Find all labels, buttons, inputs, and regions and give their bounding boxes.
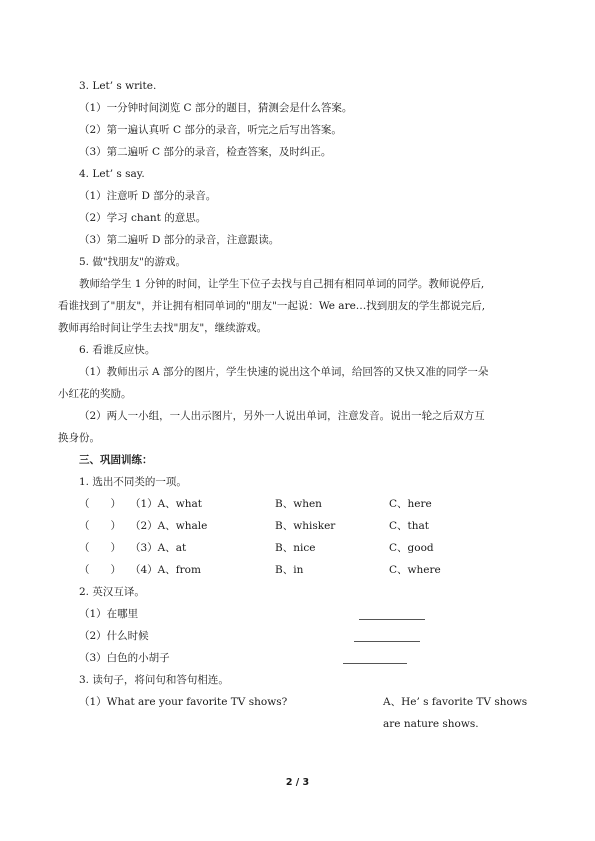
step4-item-3: （3）第二遍听 D 部分的录音，注意跟读。 [79, 234, 280, 246]
step6-item-2-line-1: （2）两人一小组，一人出示图片，另外一人说出单词，注意发音。说出一轮之后双方互 [79, 410, 485, 422]
option-c: C、that [389, 520, 429, 532]
step5-paragraph-line-3: 教师再给时间让学生去找"朋友"，继续游戏。 [58, 322, 268, 334]
q2-item-3: （3）白色的小胡子 [79, 652, 170, 664]
option-a: （1）A、what [130, 498, 202, 510]
q2-item-2: （2）什么时候 [79, 630, 149, 642]
q3-answer-a-line-2: are nature shows. [383, 718, 479, 730]
step5-paragraph-line-1: 教师给学生 1 分钟的时间，让学生下位子去找与自己拥有相同单词的同学。教师说停后, [79, 278, 485, 290]
option-b: B、nice [275, 542, 316, 554]
answer-paren: （ ） [79, 520, 121, 532]
q2-title: 2. 英汉互译。 [79, 586, 145, 598]
answer-paren: （ ） [79, 498, 121, 510]
step5-paragraph-line-2: 看谁找到了"朋友"，并让拥有相同单词的"朋友"一起说：We are…找到朋友的学生都说完后, [58, 300, 486, 312]
step6-item-1-line-2: 小红花的奖励。 [58, 388, 132, 400]
step3-item-3: （3）第二遍听 C 部分的录音，检查答案，及时纠正。 [79, 146, 332, 158]
step6-title: 6. 看谁反应快。 [79, 344, 156, 356]
option-c: C、where [389, 564, 441, 576]
step5-title: 5. 做"找朋友"的游戏。 [79, 256, 187, 268]
option-c: C、good [389, 542, 434, 554]
answer-blank-2[interactable] [354, 641, 420, 642]
answer-blank-1[interactable] [359, 619, 425, 620]
q1-title: 1. 选出不同类的一项。 [79, 476, 187, 488]
option-b: B、in [275, 564, 304, 576]
step6-item-1-line-1: （1）教师出示 A 部分的图片，学生快速的说出这个单词，给回答的又快又准的同学一朵 [79, 366, 489, 378]
answer-paren: （ ） [79, 542, 121, 554]
page-number: 2 / 3 [285, 777, 310, 788]
step6-item-2-line-2: 换身份。 [58, 432, 100, 444]
option-a: （3）A、at [130, 542, 187, 554]
option-a: （4）A、from [130, 564, 201, 576]
q2-item-1: （1）在哪里 [79, 608, 139, 620]
step4-item-2: （2）学习 chant 的意思。 [79, 212, 207, 224]
section-heading: 三、巩固训练： [79, 454, 153, 466]
answer-blank-3[interactable] [343, 663, 407, 664]
q3-question-1: （1）What are your favorite TV shows? [79, 696, 288, 708]
option-b: B、when [275, 498, 322, 510]
step3-title: 3. Let’ s write. [79, 80, 157, 92]
answer-paren: （ ） [79, 564, 121, 576]
step4-title: 4. Let’ s say. [79, 168, 145, 180]
option-b: B、whisker [275, 520, 336, 532]
q3-title: 3. 读句子，将问句和答句相连。 [79, 674, 229, 686]
step3-item-1: （1）一分钟时间浏览 C 部分的题目，猜测会是什么答案。 [79, 102, 353, 114]
option-c: C、here [389, 498, 432, 510]
option-a: （2）A、whale [130, 520, 208, 532]
step3-item-2: （2）第一遍认真听 C 部分的录音，听完之后写出答案。 [79, 124, 342, 136]
step4-item-1: （1）注意听 D 部分的录音。 [79, 190, 217, 202]
q3-answer-a-line-1: A、He’ s favorite TV shows [383, 696, 528, 708]
